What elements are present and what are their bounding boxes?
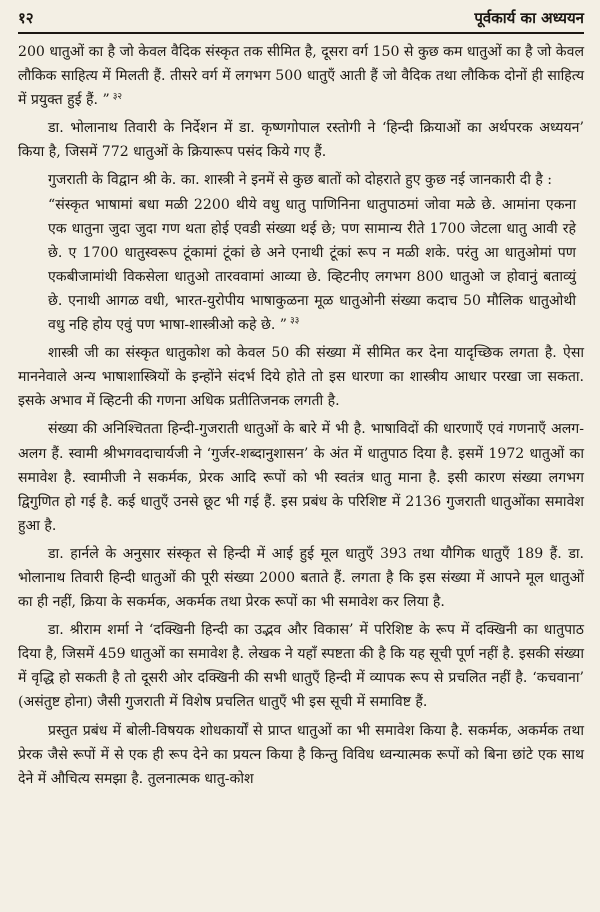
block-quote xyxy=(18,193,584,338)
paragraph-9: प्रस्तुत प्रबंध में बोली-विषयक शोधकार्यों से प्राप्त धातुओं का भी समावेश किया है. सकर्मक, अकर्मक तथा प्रेरक जैसे रूपों में से एक ही रूप देने का प्रयत्न किया है किन्तु विविध ध्वन्यात्मक रूपों को बिना छांटे एक साथ देने में औचित्य समझा है. तुलनात्मक धातु-कोश xyxy=(18,722,584,787)
footnote-marker: ३३ xyxy=(290,316,300,327)
paragraph-7: डा. हार्नले के अनुसार संस्कृत से हिन्दी में आई हुई मूल धातुएँ 393 तथा यौगिक धातुएँ 189 हैं. डा. भोलानाथ तिवारी हिन्दी धातुओं की पूरी संख्या 2000 बताते हैं. लगता है कि इस संख्या में आपने मूल धातुओं का ही नहीं, क्रिया के सकर्मक, अकर्मक तथा प्रेरक रूपों का भी समावेश कर लिया है. xyxy=(18,545,584,611)
paragraph-2: डा. भोलानाथ तिवारी के निर्देशन में डा. कृष्णगोपाल रस्तोगी ने ‘हिन्दी क्रियाओं का अर्थपरक अध्ययन’ किया है, जिसमें 772 धातुओं के क्रियारूप पसंद किये गए हैं. xyxy=(18,120,584,161)
paragraph-6: संख्या की अनिश्चितता हिन्दी-गुजराती धातुओं के बारे में भी है. भाषाविदों की धारणाएँ एवं गणनाएँ अलग-अलग हैं. स्वामी श्रीभगवदाचार्यजी ने ‘गुर्जर-शब्दानुशासन’ के अंत में धातुपाठ दिया है. इसमें 1972 धातुओं का समावेश है. स्वामीजी ने सकर्मक, प्रेरक आदि रूपों को भी स्वतंत्र धातु माना है. इसी कारण संख्या लगभग द्विगुणित हो गई है. कई धातुएँ उनसे छूट भी गई हैं. इस प्रबंध के परिशिष्ट में 2136 गुजराती धातुओंका समावेश हुआ है. xyxy=(18,421,584,534)
paragraph-text: 200 धातुओं का है जो केवल वैदिक संस्कृत तक सीमित है, दूसरा वर्ग 150 से कुछ कम धातुओं का है जो केवल लौकिक साहित्य में मिलती हैं. तीसरे वर्ग में लगभग 500 धातुएँ आती हैं जो वैदिक तथा लौकिक दोनों ही साहित्य में प्रयुक्त हुई हैं. ” xyxy=(18,44,584,109)
paragraph-8: डा. श्रीराम शर्मा ने ‘दक्खिनी हिन्दी का उद्भव और विकास’ में परिशिष्ट के रूप में दक्खिनी का धातुपाठ दिया है, जिसमें 459 धातुओं का समावेश है. लेखक ने यहाँ स्पष्टता की है कि यह सूची पूर्ण नहीं है. इसकी संख्या में वृद्धि हो सकती है तो दूसरी ओर दक्खिनी की सभी धातुएँ हिन्दी में व्यापक रूप से प्रचलित नहीं है. ‘कचवाना’ (असंतुष्ट होना) जैसी गुजराती में विशेष प्रचलित धातुएँ भी इस सूची में समाविष्ट हैं. xyxy=(18,622,584,711)
paragraph-3: गुजराती के विद्वान श्री के. का. शास्त्री ने इनमें से कुछ बातों को दोहराते हुए कुछ नई जानकारी दी है : xyxy=(48,172,553,189)
paragraph-5: शास्त्री जी का संस्कृत धातुकोश को केवल 50 की संख्या में सीमित कर देना यादृच्छिक लगता है. ऐसा माननेवाले अन्य भाषाशास्त्रियों के इन्होंने संदर्भ दिये होते तो इस धारणा का शास्त्रीय आधार परखा जा सकता. इसके अभाव में व्हिटनी की गणना अधिक प्रतीतिजनक लगती है. xyxy=(18,345,584,410)
paragraph-1 xyxy=(18,40,584,112)
header-rule xyxy=(18,32,584,34)
footnote-marker: ३२ xyxy=(112,91,123,102)
page-number: १२ xyxy=(18,9,34,27)
quote-text: “संस्कृत भाषामां बधा मळी 2200 थीये वधु धातु पाणिनिना धातुपाठमां जोवा मळे छे. आमांना एकना एक धातुना जुदा जुदा गण थता होई एवडी संख्या थई छे; पण सामान्य रीते 1700 जेटला धातु आवी रहे छे. ए 1700 धातुस्वरूप टूंकामां टूंकां छे अने एनाथी टूंकां रूप न मळी शके. परंतु आ धातुओमां पण एकबीजामांथी विकसेला धातुओ तारववामां आव्या छे. व्हिटनीए लगभग 800 धातुओ ज होवानुं बताव्युं छे. एनाथी आगळ वधी, भारत-युरोपीय भाषाकुळना मूळ धातुओनी संख्या कदाच 50 मौलिक धातुओथी वधु नहि होय एवुं पण भाषा-शास्त्रीओ कहे छे. ” xyxy=(48,196,576,334)
running-head: पूर्वकार्य का अध्ययन xyxy=(474,9,584,27)
page-header xyxy=(18,8,584,30)
